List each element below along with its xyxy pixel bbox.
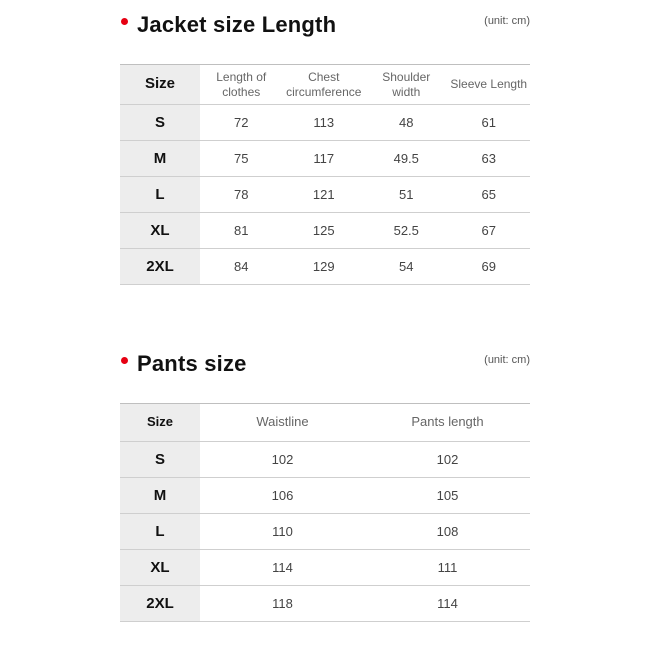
value-cell: 114 [437,596,458,611]
size-cell: L [120,177,200,213]
value-cell: 113 [313,115,335,130]
value-cell: 51 [399,187,414,202]
table-row-m [120,141,530,177]
value-cell: 102 [271,452,294,467]
jacket-section-header [120,12,530,38]
table-row-xl [120,550,530,586]
value-cell: 117 [313,151,335,166]
column-header-length-of-clothes: Length of clothes [216,69,267,99]
size-cell: S [120,442,200,478]
size-cell: 2XL [120,249,200,285]
table-row-s [120,442,530,478]
size-chart-page [120,0,530,622]
value-cell: 114 [272,560,293,575]
column-header-size: Size [120,404,200,442]
table-row-l [120,177,530,213]
value-cell: 105 [436,488,459,503]
pants-section-header [120,351,530,377]
value-cell: 110 [272,524,293,539]
value-cell: 52.5 [393,223,419,238]
value-cell: 102 [436,452,459,467]
value-cell: 48 [399,115,414,130]
jacket-size-table [120,64,530,285]
value-cell: 63 [481,151,496,166]
table-row-2xl [120,586,530,622]
value-cell: 67 [481,223,496,238]
table-row-l [120,514,530,550]
value-cell: 61 [481,115,496,130]
value-cell: 65 [481,187,496,202]
value-cell: 125 [312,223,335,238]
value-cell: 108 [436,524,459,539]
column-header-chest-circumference: Chest circumference [286,69,362,99]
value-cell: 69 [481,259,496,274]
column-header-waistline: Waistline [256,414,309,430]
pants-unit-label: (unit: cm) [484,354,530,366]
value-cell: 78 [234,187,249,202]
red-bullet-icon [121,18,128,25]
table-row-m [120,478,530,514]
value-cell: 75 [234,151,249,166]
pants-size-table [120,403,530,622]
column-header-pants-length: Pants length [411,414,484,430]
jacket-header-row [120,65,530,105]
jacket-section-title: Jacket size Length [137,12,337,37]
red-bullet-icon [121,357,128,364]
column-header-shoulder-width: Shoulder width [382,69,431,99]
pants-section-title: Pants size [137,351,247,376]
size-cell: M [120,141,200,177]
value-cell: 118 [272,596,293,611]
value-cell: 49.5 [393,151,419,166]
value-cell: 72 [234,115,249,130]
size-cell: L [120,514,200,550]
size-cell: S [120,105,200,141]
pants-size-section [120,351,530,622]
column-header-sleeve-length: Sleeve Length [450,77,528,91]
pants-header-row [120,404,530,442]
value-cell: 111 [437,560,458,575]
size-cell: XL [120,213,200,249]
value-cell: 106 [271,488,294,503]
jacket-size-section [120,12,530,285]
size-cell: 2XL [120,586,200,622]
jacket-unit-label: (unit: cm) [484,15,530,27]
size-cell: XL [120,550,200,586]
table-row-2xl [120,249,530,285]
table-row-s [120,105,530,141]
table-row-xl [120,213,530,249]
column-header-size: Size [120,65,200,105]
size-cell: M [120,478,200,514]
value-cell: 84 [234,259,249,274]
value-cell: 54 [399,259,414,274]
value-cell: 129 [312,259,335,274]
value-cell: 81 [234,223,249,238]
value-cell: 121 [312,187,335,202]
